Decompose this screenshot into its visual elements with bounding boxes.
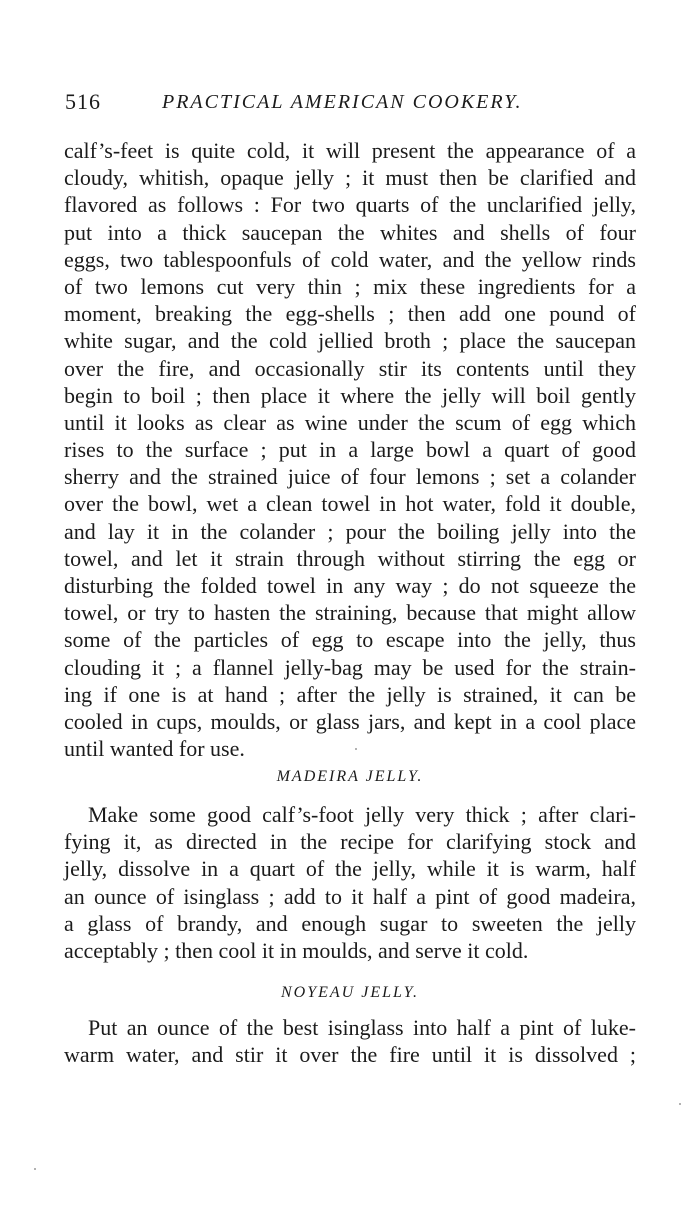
text-line: disturbing the folded towel in any way ; do not squeeze the xyxy=(64,573,636,598)
paper-speck xyxy=(355,748,357,750)
text-line: over the fire, and occasionally stir its contents until they xyxy=(64,355,636,381)
text-line: of two lemons cut very thin ; mix these ingredients for a xyxy=(64,273,636,299)
text-line: acceptably ; then cool it in moulds, and serve it cold. xyxy=(64,937,529,963)
text-line: begin to boil ; then place it where the jelly will boil gently xyxy=(64,382,636,408)
paper-speck xyxy=(34,1168,36,1170)
text-line: towel, or try to hasten the straining, because that might allow xyxy=(64,600,636,626)
text-line: towel, and let it strain through without stirring the egg or xyxy=(64,545,636,571)
text-line: until it looks as clear as wine under the scum of egg which xyxy=(64,409,636,435)
text-line: a glass of brandy, and enough sugar to sweeten the jelly xyxy=(64,910,636,936)
text-line: an ounce of isinglass ; add to it half a pint of good madeira, xyxy=(64,883,636,909)
paragraph-calfs-foot-jelly-continued xyxy=(64,137,636,762)
text-line: some of the particles of egg to escape into the jelly, thus xyxy=(64,627,636,653)
text-line: moment, breaking the egg-shells ; then add one pound of xyxy=(64,301,636,327)
text-line: over the bowl, wet a clean towel in hot water, fold it double, xyxy=(64,491,636,517)
text-line: clouding it ; a flannel jelly-bag may be used for the strain- xyxy=(64,654,636,680)
text-line: until wanted for use. xyxy=(64,736,245,762)
text-line: calf’s-feet is quite cold, it will present the appearance of a xyxy=(64,138,636,163)
section-heading-madeira-jelly: MADEIRA JELLY. xyxy=(276,768,424,785)
page-number: 516 xyxy=(65,89,101,114)
paragraph-madeira-jelly xyxy=(64,801,636,964)
text-line: flavored as follows : For two quarts of the unclarified jelly, xyxy=(64,192,636,218)
text-line: eggs, two tablespoonfuls of cold water, and the yellow rinds xyxy=(64,246,636,272)
text-line: fying it, as directed in the recipe for clarifying stock and xyxy=(64,829,636,855)
running-title: PRACTICAL AMERICAN COOKERY. xyxy=(162,91,523,113)
text-line: Put an ounce of the best isinglass into half a pint of luke- xyxy=(88,1015,636,1040)
text-line: ing if one is at hand ; after the jelly is strained, it can be xyxy=(64,681,636,707)
paper-speck xyxy=(679,1103,681,1105)
paragraph-noyeau-jelly xyxy=(64,1014,636,1068)
text-line: sherry and the strained juice of four lemons ; set a colander xyxy=(64,464,636,490)
text-line: jelly, dissolve in a quart of the jelly, while it is warm, half xyxy=(64,856,636,882)
text-line: put into a thick saucepan the whites and shells of four xyxy=(64,219,636,245)
text-line: warm water, and stir it over the fire until it is dissolved ; xyxy=(64,1042,636,1068)
text-line: cloudy, whitish, opaque jelly ; it must then be clarified and xyxy=(64,165,636,191)
section-heading-noyeau-jelly: NOYEAU JELLY. xyxy=(280,984,419,1001)
text-line: cooled in cups, moulds, or glass jars, and kept in a cool place xyxy=(64,708,636,734)
text-line: rises to the surface ; put in a large bowl a quart of good xyxy=(64,437,636,463)
running-head xyxy=(65,86,665,118)
text-line: and lay it in the colander ; pour the boiling jelly into the xyxy=(64,518,636,544)
text-line: white sugar, and the cold jellied broth ; place the saucepan xyxy=(64,328,636,354)
text-line: Make some good calf’s-foot jelly very thick ; after clari- xyxy=(88,802,636,827)
